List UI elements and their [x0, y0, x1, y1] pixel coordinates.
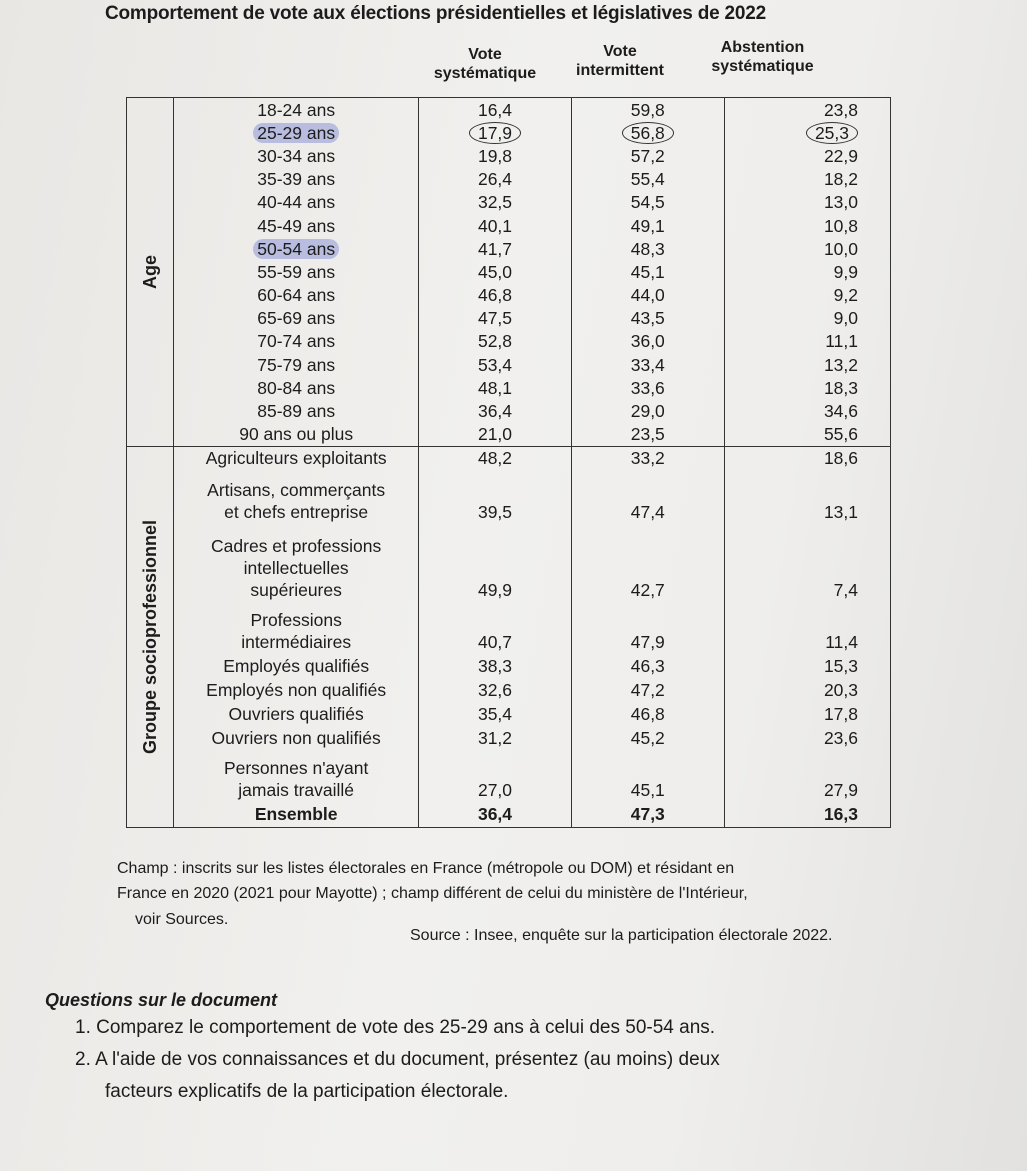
- cell-value: 42,7: [630, 579, 665, 600]
- table-row: [127, 121, 891, 144]
- table-row: [127, 376, 891, 399]
- row-label: [174, 679, 419, 703]
- table-row: [127, 679, 891, 703]
- cell-value: Ensemble: [254, 803, 338, 824]
- row-label: [174, 284, 419, 307]
- cell-value: 17,9: [469, 122, 521, 144]
- table-cell: [724, 655, 890, 679]
- table-cell: [419, 446, 572, 471]
- document-title: Comportement de vote aux élections présidentielles et législatives de 2022: [105, 3, 767, 24]
- cell-value: 13,0: [823, 192, 858, 213]
- table-cell: [724, 803, 890, 828]
- cell-value: 47,3: [630, 803, 665, 824]
- table-row-total: [127, 803, 891, 828]
- cell-value: 45-49 ans: [257, 215, 336, 236]
- cell-value: 13,1: [823, 501, 858, 522]
- cell-value: 9,0: [833, 308, 858, 329]
- table-cell: [724, 727, 890, 751]
- row-label: [174, 376, 419, 399]
- table-cell: [724, 168, 890, 191]
- group-age: [127, 98, 174, 447]
- cell-value: 16,3: [823, 803, 858, 824]
- cell-value: 46,8: [477, 285, 513, 306]
- cell-value: 18,6: [823, 447, 858, 468]
- table-row: [127, 98, 891, 122]
- cell-value: 30-34 ans: [257, 145, 336, 166]
- cell-value: 55-59 ans: [257, 261, 336, 282]
- row-label: [174, 168, 419, 191]
- vote-table: [126, 97, 891, 828]
- col-header-line: systématique: [711, 58, 814, 75]
- row-label: [174, 603, 419, 655]
- cell-value: 44,0: [630, 285, 665, 306]
- table-cell: [724, 751, 890, 803]
- table-cell: [571, 191, 724, 214]
- table-cell: [724, 603, 890, 655]
- table-cell: [724, 98, 890, 122]
- note-line: voir Sources.: [135, 911, 229, 928]
- table-cell: [724, 525, 890, 603]
- col-header-vote-systematique: [420, 45, 550, 83]
- cell-value: 21,0: [477, 424, 513, 445]
- question-2: 2. A l'aide de vos connaissances et du document, présentez (au moins) deux: [75, 1049, 720, 1070]
- row-label: [174, 423, 419, 447]
- cell-value: 22,9: [823, 145, 858, 166]
- table-row: [127, 144, 891, 167]
- table-row: [127, 525, 891, 603]
- cell-value: 16,4: [477, 99, 513, 120]
- col-header-line: systématique: [433, 65, 537, 82]
- cell-value: 17,8: [823, 703, 858, 724]
- cell-value: 40,7: [477, 631, 513, 652]
- cell-value: 10,8: [823, 215, 858, 236]
- row-label: [174, 353, 419, 376]
- table-cell: [724, 423, 890, 447]
- cell-value: 52,8: [477, 331, 513, 352]
- cell-value: 47,9: [630, 631, 665, 652]
- questions-title: Questions sur le document: [45, 990, 278, 1010]
- col-header-line: intermittent: [576, 62, 664, 79]
- row-label: [174, 191, 419, 214]
- table-cell: [571, 376, 724, 399]
- table-cell: [571, 423, 724, 447]
- cell-value: 60-64 ans: [257, 285, 336, 306]
- note-line: Champ : inscrits sur les listes électorales en France (métropole ou DOM) et résidant en: [117, 860, 735, 877]
- table-cell: [724, 260, 890, 283]
- table-cell: [724, 353, 890, 376]
- table-cell: [724, 679, 890, 703]
- table-cell: [419, 423, 572, 447]
- table-cell: [571, 168, 724, 191]
- cell-value: 33,2: [630, 447, 665, 468]
- table-row: [127, 703, 891, 727]
- row-label: [174, 98, 419, 122]
- col-header-line: Abstention: [720, 39, 805, 56]
- cell-value: 23,5: [630, 424, 665, 445]
- cell-value: 47,4: [630, 501, 665, 522]
- row-label: [174, 214, 419, 237]
- cell-value: 59,8: [630, 99, 665, 120]
- table-cell: [419, 144, 572, 167]
- table-cell: [419, 237, 572, 260]
- cell-value: 32,6: [477, 679, 513, 700]
- table-cell: [571, 330, 724, 353]
- row-label: [174, 260, 419, 283]
- table-cell: [419, 703, 572, 727]
- cell-value: 27,0: [477, 779, 513, 800]
- row-label-line: Ouvriers non qualifiés: [211, 727, 381, 748]
- row-label-line: Ouvriers qualifiés: [228, 703, 364, 724]
- table-cell: [419, 376, 572, 399]
- cell-value: 23,8: [823, 99, 858, 120]
- cell-value: 40,1: [477, 215, 513, 236]
- group-label: Groupe socioprofessionnel: [140, 519, 161, 754]
- table-cell: [419, 603, 572, 655]
- cell-value: 54,5: [630, 192, 665, 213]
- row-label-line: intermédiaires: [241, 631, 352, 652]
- cell-value: 57,2: [630, 145, 665, 166]
- table-cell: [571, 655, 724, 679]
- cell-value: 38,3: [477, 655, 513, 676]
- question-1: 1. Comparez le comportement de vote des 25-29 ans à celui des 50-54 ans.: [75, 1017, 716, 1038]
- row-label-line: jamais travaillé: [238, 779, 355, 800]
- table-cell: [419, 191, 572, 214]
- cell-value: 90 ans ou plus: [239, 424, 354, 445]
- cell-value: 49,9: [477, 579, 513, 600]
- cell-value: 36,0: [630, 331, 665, 352]
- table-cell: [419, 525, 572, 603]
- row-label: [174, 399, 419, 422]
- row-label-line: Employés non qualifiés: [206, 679, 387, 700]
- table-cell: [724, 330, 890, 353]
- table-cell: [724, 399, 890, 422]
- cell-value: 36,4: [477, 803, 513, 824]
- cell-value: 7,4: [833, 579, 858, 600]
- table-cell: [419, 307, 572, 330]
- cell-value: 47,5: [477, 308, 513, 329]
- cell-value: 45,0: [477, 261, 513, 282]
- table-cell: [419, 803, 572, 828]
- cell-value: 10,0: [823, 238, 858, 259]
- table-cell: [419, 471, 572, 525]
- col-header-line: Vote: [468, 46, 502, 63]
- cell-value: 55,6: [823, 424, 858, 445]
- row-label-line: et chefs entreprise: [224, 501, 369, 522]
- cell-value: 49,1: [630, 215, 665, 236]
- table-cell: [724, 237, 890, 260]
- row-label-line: intellectuelles: [243, 557, 349, 578]
- cell-value: 11,1: [825, 331, 858, 352]
- cell-value: 47,2: [630, 679, 665, 700]
- row-label-line: Employés qualifiés: [223, 655, 370, 676]
- cell-value: 13,2: [823, 354, 858, 375]
- row-label: [174, 803, 419, 828]
- cell-value: 33,4: [630, 354, 665, 375]
- table-cell: [724, 191, 890, 214]
- cell-value: 50-54 ans: [253, 239, 339, 259]
- row-label-line: Professions: [250, 609, 342, 630]
- cell-value: 48,2: [477, 447, 513, 468]
- table-cell: [571, 144, 724, 167]
- table-cell: [724, 121, 890, 144]
- cell-value: 35-39 ans: [257, 169, 336, 190]
- row-label: [174, 703, 419, 727]
- table-cell: [571, 751, 724, 803]
- table-cell: [724, 703, 890, 727]
- table-cell: [571, 353, 724, 376]
- table-row: [127, 260, 891, 283]
- table-cell: [419, 260, 572, 283]
- table-cell: [419, 214, 572, 237]
- cell-value: 19,8: [477, 145, 513, 166]
- table-cell: [419, 330, 572, 353]
- table-cell: [571, 727, 724, 751]
- table-row: [127, 353, 891, 376]
- table-row: [127, 214, 891, 237]
- row-label-line: Personnes n'ayant: [223, 757, 369, 778]
- cell-value: 25,3: [806, 122, 858, 144]
- cell-value: 40-44 ans: [257, 192, 336, 213]
- row-label: [174, 330, 419, 353]
- row-label: [174, 144, 419, 167]
- cell-value: 55,4: [630, 169, 665, 190]
- row-label-line: Agriculteurs exploitants: [205, 447, 387, 468]
- col-header-line: Vote: [603, 43, 637, 60]
- row-label: [174, 727, 419, 751]
- row-label-line: supérieures: [250, 579, 342, 600]
- cell-value: 75-79 ans: [257, 354, 336, 375]
- cell-value: 41,7: [477, 238, 513, 259]
- cell-value: 9,9: [833, 261, 858, 282]
- table-cell: [571, 214, 724, 237]
- cell-value: 18,2: [823, 169, 858, 190]
- table-row: [127, 471, 891, 525]
- row-label: [174, 471, 419, 525]
- row-label: [174, 237, 419, 260]
- col-header-vote-intermittent: [555, 42, 685, 80]
- table-cell: [419, 121, 572, 144]
- cell-value: 29,0: [630, 401, 665, 422]
- row-label-line: Artisans, commerçants: [207, 479, 386, 500]
- cell-value: 45,1: [630, 261, 665, 282]
- table-row: [127, 655, 891, 679]
- table-cell: [571, 260, 724, 283]
- table-row: [127, 751, 891, 803]
- cell-value: 70-74 ans: [257, 331, 336, 352]
- table-cell: [571, 525, 724, 603]
- table-cell: [571, 284, 724, 307]
- table-row: [127, 330, 891, 353]
- cell-value: 31,2: [477, 727, 513, 748]
- row-label: [174, 121, 419, 144]
- row-label: [174, 655, 419, 679]
- table-cell: [571, 121, 724, 144]
- table-cell: [571, 603, 724, 655]
- group-label: Age: [140, 254, 161, 289]
- table-cell: [571, 399, 724, 422]
- cell-value: 45,2: [630, 727, 665, 748]
- row-label: [174, 307, 419, 330]
- cell-value: 43,5: [630, 308, 665, 329]
- row-label-line: Cadres et professions: [211, 535, 382, 556]
- table-row: [127, 399, 891, 422]
- cell-value: 18-24 ans: [257, 99, 336, 120]
- cell-value: 65-69 ans: [257, 308, 336, 329]
- cell-value: 25-29 ans: [253, 123, 339, 143]
- table-cell: [724, 214, 890, 237]
- table-row: [127, 603, 891, 655]
- table-cell: [571, 471, 724, 525]
- note-line: France en 2020 (2021 pour Mayotte) ; champ différent de celui du ministère de l'Intérieur,: [117, 885, 748, 902]
- cell-value: 46,3: [630, 655, 665, 676]
- cell-value: 53,4: [477, 354, 513, 375]
- table-cell: [724, 471, 890, 525]
- table-row: [127, 284, 891, 307]
- cell-value: 45,1: [630, 779, 665, 800]
- row-label: [174, 751, 419, 803]
- cell-value: 35,4: [477, 703, 513, 724]
- group-socio: [127, 446, 174, 827]
- cell-value: 46,8: [630, 703, 665, 724]
- table-cell: [724, 446, 890, 471]
- cell-value: 20,3: [823, 679, 858, 700]
- cell-value: 15,3: [823, 655, 858, 676]
- table-row: [127, 191, 891, 214]
- cell-value: 33,6: [630, 377, 665, 398]
- row-label: [174, 446, 419, 471]
- table-cell: [419, 679, 572, 703]
- table-cell: [571, 679, 724, 703]
- cell-value: 26,4: [477, 169, 513, 190]
- cell-value: 39,5: [477, 501, 513, 522]
- table-cell: [724, 284, 890, 307]
- table-row: [127, 423, 891, 447]
- table-cell: [419, 399, 572, 422]
- col-header-abstention-systematique: [695, 38, 830, 76]
- table-cell: [419, 727, 572, 751]
- cell-value: 80-84 ans: [257, 377, 336, 398]
- source-text: Source : Insee, enquête sur la participation électorale 2022.: [410, 927, 833, 944]
- table-row: [127, 446, 891, 471]
- cell-value: 18,3: [823, 377, 858, 398]
- cell-value: 48,3: [630, 238, 665, 259]
- cell-value: 11,4: [825, 631, 858, 652]
- cell-value: 27,9: [823, 779, 858, 800]
- table-row: [127, 307, 891, 330]
- table-cell: [571, 307, 724, 330]
- cell-value: 23,6: [823, 727, 858, 748]
- cell-value: 85-89 ans: [257, 401, 336, 422]
- cell-value: 32,5: [477, 192, 513, 213]
- cell-value: 56,8: [622, 122, 674, 144]
- cell-value: 34,6: [823, 401, 858, 422]
- table-row: [127, 727, 891, 751]
- table-cell: [724, 376, 890, 399]
- table-cell: [724, 144, 890, 167]
- table-cell: [724, 307, 890, 330]
- table-cell: [419, 98, 572, 122]
- table-row: [127, 237, 891, 260]
- row-label: [174, 525, 419, 603]
- table-cell: [571, 703, 724, 727]
- table-cell: [419, 751, 572, 803]
- table-cell: [571, 446, 724, 471]
- table-row: [127, 168, 891, 191]
- table-cell: [571, 803, 724, 828]
- table-cell: [419, 353, 572, 376]
- cell-value: 9,2: [833, 285, 858, 306]
- table-cell: [419, 168, 572, 191]
- table-cell: [571, 237, 724, 260]
- table-cell: [419, 284, 572, 307]
- table-cell: [419, 655, 572, 679]
- cell-value: 36,4: [477, 401, 513, 422]
- table-cell: [571, 98, 724, 122]
- question-2-continued: facteurs explicatifs de la participation électorale.: [105, 1081, 509, 1102]
- cell-value: 48,1: [477, 377, 513, 398]
